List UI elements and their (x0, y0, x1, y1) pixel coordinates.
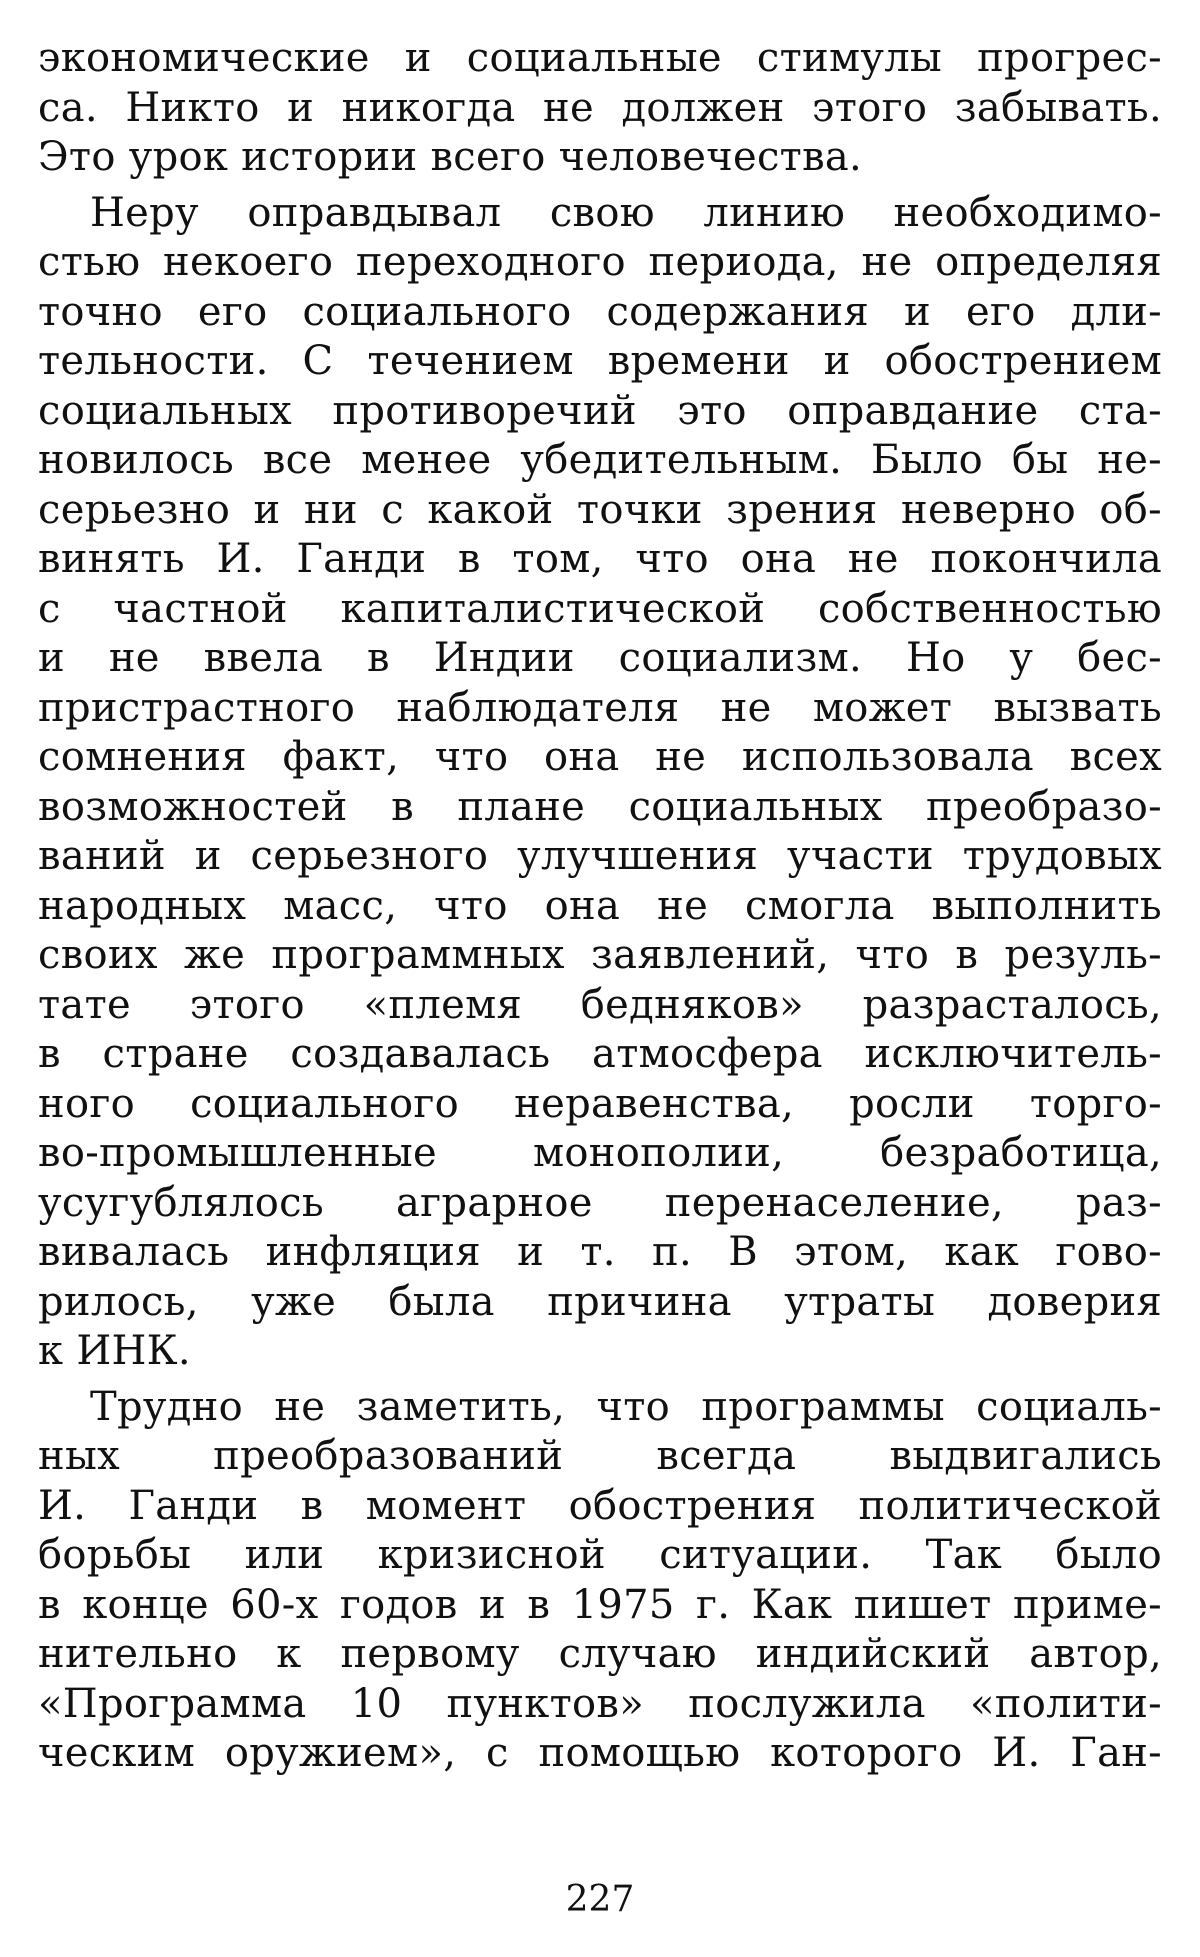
text-line: «Программа 10 пунктов» послужила «полити- (38, 1680, 1162, 1727)
text-line: и не ввела в Индии социализм. Но у бес- (38, 635, 1162, 681)
text-line: новилось все менее убедительным. Было бы не- (38, 437, 1162, 483)
text-line: усугублялось аграрное перенаселение, раз- (38, 1179, 1162, 1226)
text-line: пристрастного наблюдателя не может вызвать (38, 684, 1162, 731)
text-line: Это урок истории всего человечества. (38, 134, 863, 180)
text-line: к ИНК. (38, 1328, 191, 1374)
text-line: точно его социального содержания и его дли- (38, 288, 1162, 335)
text-line: с частной капиталистической собственностью (38, 585, 1162, 632)
page-number: 227 (565, 1879, 635, 1920)
text-line: ных преобразований всегда выдвигались (38, 1433, 1162, 1479)
text-line: винять И. Ганди в том, что она не покончила (38, 536, 1162, 582)
text-line: народных масс, что она не смогла выполнить (38, 882, 1162, 929)
text-line: тельности. С течением времени и обострением (38, 338, 1162, 384)
text-line: социальных противоречий это оправдание ста- (38, 387, 1162, 434)
text-line: ного социального неравенства, росли торго- (38, 1080, 1162, 1127)
text-line: в стране создавалась атмосфера исключитель- (38, 1031, 1162, 1077)
text-line: возможностей в плане социальных преобразо- (38, 783, 1162, 830)
text-line: Неру оправдывал свою линию необходимо- (90, 189, 1162, 236)
text-line: вивалась инфляция и т. п. В этом, как гово- (38, 1229, 1162, 1275)
body-text (38, 34, 1162, 1785)
text-line: экономические и социальные стимулы прогрес- (38, 35, 1162, 81)
text-line: рилось, уже была причина утраты доверия (38, 1278, 1162, 1325)
text-line: нительно к первому случаю индийский автор, (38, 1631, 1162, 1677)
text-line: тате этого «племя бедняков» разрасталось, (38, 981, 1162, 1028)
text-line: Трудно не заметить, что программы социаль- (90, 1383, 1162, 1430)
text-line: серьезно и ни с какой точки зрения неверно об- (38, 486, 1162, 533)
text-line: ческим оружием», с помощью которого И. Ган- (38, 1730, 1162, 1776)
paragraph-3 (38, 1383, 1162, 1779)
text-line: стью некоего переходного периода, не определяя (38, 239, 1162, 285)
text-line: ваний и серьезного улучшения участи трудовых (38, 833, 1162, 879)
text-line: во-промышленные монополии, безработица, (38, 1130, 1162, 1176)
text-line: в конце 60-х годов и в 1975 г. Как пишет приме- (38, 1581, 1162, 1628)
text-line: И. Ганди в момент обострения политической (38, 1482, 1162, 1529)
text-line: борьбы или кризисной ситуации. Так было (38, 1532, 1162, 1578)
text-line: сомнения факт, что она не использовала всех (38, 734, 1162, 780)
text-line: са. Никто и никогда не должен этого забывать. (38, 84, 1162, 131)
paragraph-2 (38, 189, 1162, 1377)
text-line: своих же программных заявлений, что в резуль- (38, 932, 1162, 978)
paragraph-1 (38, 34, 1162, 183)
